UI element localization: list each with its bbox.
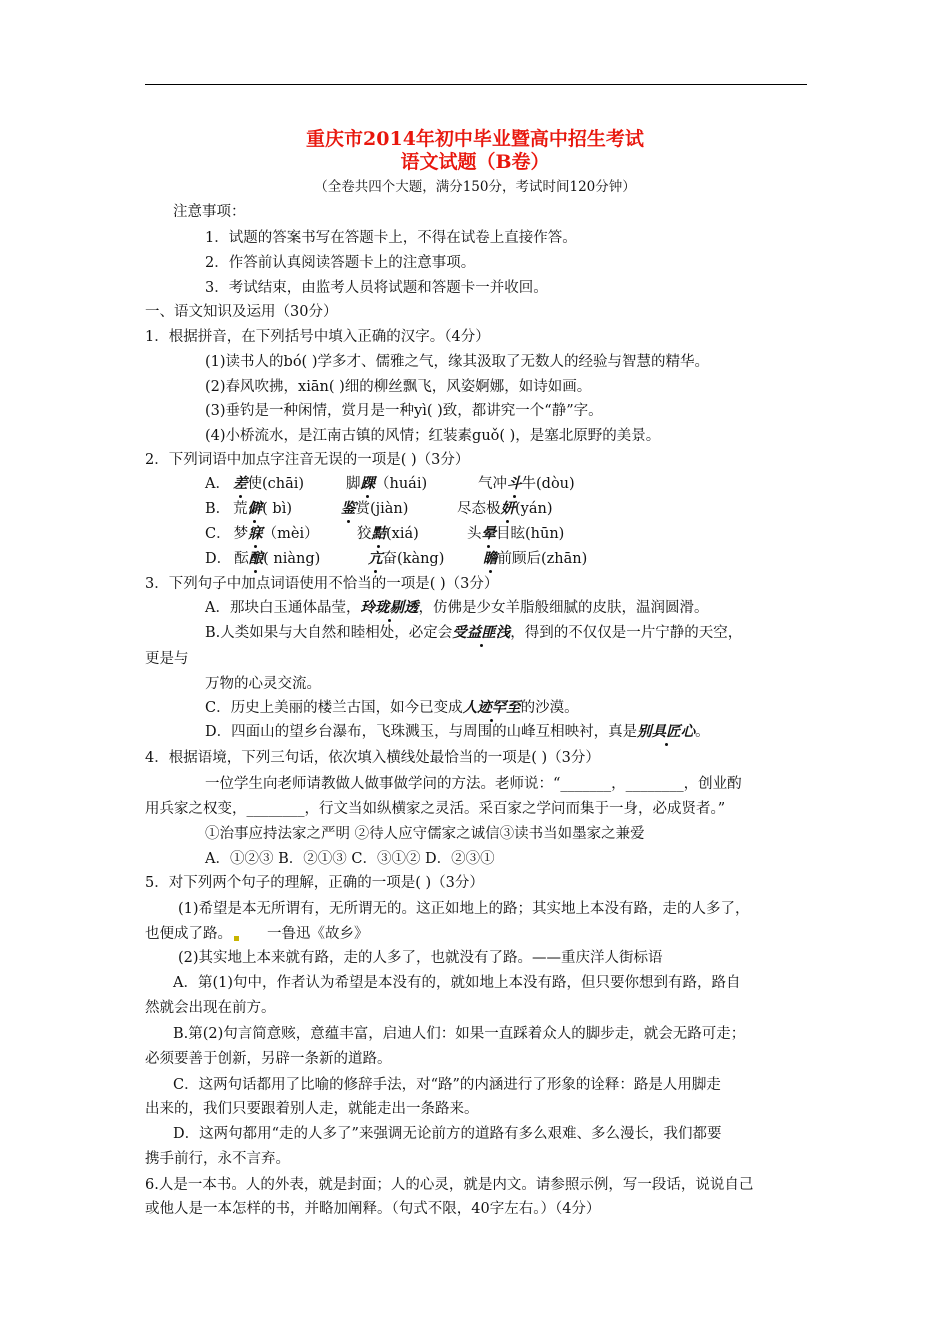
question-stem: 1．根据拼音，在下列括号中填入正确的汉字。（4分）: [145, 329, 490, 345]
note-item: 1．试题的答案书写在答题卡上，不得在试卷上直接作答。: [205, 230, 577, 246]
paragraph: 也便成了路。 一鲁迅《故乡》: [145, 926, 369, 942]
dotted-char: 寐: [248, 525, 263, 542]
options-list: ①治事应持法家之严明 ②待人应守儒家之诚信③读书当如墨家之兼爱: [205, 826, 645, 842]
highlight-mark: [234, 936, 239, 941]
option-label: C．: [205, 526, 231, 542]
option-c: C．这两句话都用了比喻的修辞手法，对“路”的内涵进行了形象的诠释：路是人用脚走: [173, 1077, 721, 1093]
option-d: D．四面山的望乡台瀑布，飞珠溅玉，与周围的山峰互相映衬，真是别具匠心。: [205, 723, 710, 740]
option-d: D．这两句都用“走的人多了”来强调无论前方的道路有多么艰难、多么漫长，我们都要: [173, 1126, 722, 1142]
note-item: 2．作答前认真阅读答题卡上的注意事项。: [205, 255, 476, 271]
option-cell: 头晕目眩(hūn): [467, 525, 565, 542]
question-stem-cont: 或他人是一本怎样的书，并略加阐释。（句式不限，40字左右。）（4分）: [145, 1201, 601, 1217]
dotted-char: 僻: [247, 500, 263, 517]
dotted-char: 酿: [248, 550, 264, 567]
option-label: D．: [205, 551, 232, 567]
question-stem: 4．根据语境，下列三句话，依次填入横线处最恰当的一项是( )（3分）: [145, 750, 600, 766]
question-stem: 3．下列句子中加点词语使用不恰当的一项是( )（3分）: [145, 576, 499, 592]
option-a: A．第(1)句中，作者认为希望是本没有的，就如地上本没有路，但只要你想到有路，路自: [173, 975, 741, 991]
dotted-char: 晕: [481, 525, 496, 542]
option-row: D． 酝酿( niàng): [205, 550, 321, 567]
question-stem: 6.人是一本书。人的外表，就是封面；人的心灵，就是内文。请参照示例，写一段话，说说自己: [145, 1177, 754, 1193]
option-a: A．那块白玉通体晶莹，玲珑剔透，仿佛是少女羊脂般细腻的皮肤，温润圆滑。: [205, 599, 709, 616]
question-item: (2)春风吹拂，xiān( )细的柳丝飘飞，风姿婀娜，如诗如画。: [205, 379, 592, 395]
option-row: C． 梦寐（mèi）: [205, 525, 319, 542]
option-cell: 尽态极妍(yán): [457, 500, 553, 517]
section-heading: 一、语文知识及运用（30分）: [145, 304, 338, 320]
option-c: C．历史上美丽的楼兰古国，如今已变成人迹罕至的沙漠。: [205, 699, 579, 716]
option-cell: 瞻前顾后(zhān): [483, 550, 588, 567]
exam-title: 重庆市2014年初中毕业暨高中招生考试: [306, 128, 644, 150]
option-b-cont: 更是与: [145, 651, 189, 667]
option-b-cont: 必须要善于创新，另辟一条新的道路。: [145, 1051, 392, 1067]
note-item: 3．考试结束，由监考人员将试题和答题卡一并收回。: [205, 280, 548, 296]
answer-choices: A．①②③ B．②①③ C．③①② D．②③①: [205, 851, 495, 867]
exam-info: （全卷共四个大题，满分150分，考试时间120分钟）: [314, 179, 636, 195]
dotted-phrase: 人迹罕至: [462, 699, 521, 716]
dotted-char: 亢: [368, 550, 383, 567]
dotted-phrase: 受益匪浅: [452, 624, 511, 641]
option-b: B.人类如果与大自然和睦相处，必定会受益匪浅，得到的不仅仅是一片宁静的天空，: [205, 624, 743, 641]
paragraph: 一位学生向老师请教做人做事做学问的方法。老师说：“_______，________，创业酌: [205, 776, 742, 792]
dotted-char: 瞻: [483, 550, 498, 567]
option-b: B.第(2)句言简意赅，意蕴丰富，启迪人们：如果一直踩着众人的脚步走，就会无路可走；: [173, 1026, 746, 1042]
dotted-char: 妍: [500, 500, 515, 517]
dotted-char: 黠: [371, 525, 386, 542]
option-cell: 狡黠(xiá): [357, 525, 419, 542]
question-item: (3)垂钓是一种闲情，赏月是一种yì( )致，都讲究一个“静”字。: [205, 403, 603, 419]
dotted-char: 鉴: [341, 500, 356, 517]
dotted-char: 斗: [507, 475, 522, 492]
exam-subtitle: 语文试题（B卷）: [400, 151, 550, 173]
question-stem: 2．下列词语中加点字注音无误的一项是( )（3分）: [145, 452, 470, 468]
question-stem: 5．对下列两个句子的理解，正确的一项是( )（3分）: [145, 875, 484, 891]
dotted-phrase: 玲珑剔透: [360, 599, 419, 616]
notes-heading: 注意事项：: [173, 204, 246, 220]
option-cell: 脚踝（huái): [346, 475, 428, 492]
option-label: B．: [205, 501, 231, 517]
paragraph: 用兵家之权变，________，行文当如纵横家之灵活。采百家之学问而集于一身，必成贤者。”: [145, 801, 726, 817]
dotted-char: 踝: [360, 475, 375, 492]
option-label: A．: [205, 476, 230, 492]
option-cell: 亢奋(kàng): [368, 550, 445, 567]
option-a-cont: 然就会出现在前方。: [145, 1000, 276, 1016]
dotted-phrase: 别具匠心: [637, 723, 696, 740]
option-row: A． 差使(chāi): [205, 475, 305, 492]
option-cell: 气冲斗牛(dòu): [478, 475, 575, 492]
paragraph: (2)其实地上本来就有路，走的人多了，也就没有了路。——重庆洋人街标语: [178, 950, 663, 966]
option-c-cont: 出来的，我们只要跟着别人走，就能走出一条路来。: [145, 1101, 479, 1117]
option-d-cont: 携手前行，永不言弃。: [145, 1151, 290, 1167]
question-item: (4)小桥流水，是江南古镇的风情；红装素guǒ( )，是塞北原野的美景。: [205, 428, 661, 444]
question-item: (1)读书人的bó( )学多才、儒雅之气，缘其汲取了无数人的经验与智慧的精华。: [205, 354, 709, 370]
dotted-char: 差: [232, 475, 248, 492]
paragraph: (1)希望是本无所谓有，无所谓无的。这正如地上的路；其实地上本没有路，走的人多了，: [178, 901, 750, 917]
option-cell: 鉴赏(jiàn): [341, 500, 409, 517]
top-rule: [145, 84, 807, 85]
option-row: B． 荒僻( bì): [205, 500, 292, 517]
option-b-cont: 万物的心灵交流。: [205, 676, 321, 692]
